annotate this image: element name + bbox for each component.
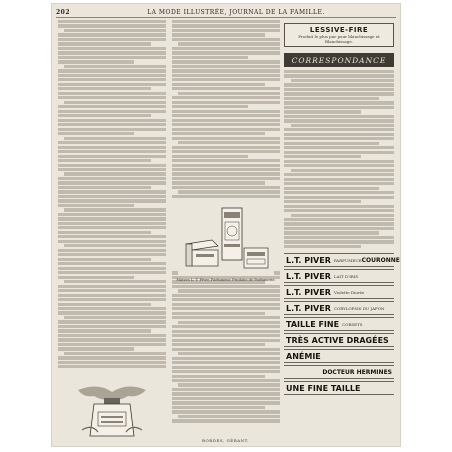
- text-line: [58, 128, 166, 131]
- text-line: [284, 155, 361, 158]
- ad-block-brand: L.T. PIVER: [286, 287, 331, 297]
- text-line: [64, 172, 166, 175]
- magazine-page: [52, 4, 400, 446]
- text-line: [58, 307, 166, 310]
- ad-block: [284, 253, 400, 267]
- text-line: [284, 128, 394, 131]
- text-line: [64, 29, 166, 32]
- text-line: [172, 69, 280, 72]
- text-line: [58, 177, 166, 180]
- text-line: [291, 169, 394, 172]
- text-line: [64, 137, 166, 140]
- ad-block-detail: PARFUMEUR: [333, 257, 362, 263]
- text-line: [178, 190, 280, 193]
- text-line: [172, 406, 265, 409]
- text-line: [58, 114, 151, 117]
- text-line: [58, 343, 166, 346]
- text-line: [172, 105, 248, 108]
- text-line: [172, 56, 248, 59]
- text-line: [58, 38, 166, 41]
- text-line: [58, 217, 166, 220]
- text-line: [58, 276, 134, 279]
- text-line: [58, 235, 166, 238]
- center-figure-caption: Maison L. T. Piver, Parfumeur, Produits de Parfumerie.: [176, 278, 276, 282]
- text-line: [58, 69, 166, 72]
- text-line: [172, 150, 280, 153]
- text-line: [64, 352, 166, 355]
- text-line: [284, 236, 394, 239]
- text-line: [284, 151, 394, 154]
- text-line: [284, 182, 394, 185]
- text-line: [172, 114, 280, 117]
- text-line: [58, 222, 166, 225]
- text-line: [58, 356, 166, 359]
- text-line: [58, 262, 166, 265]
- correspondance-banner: CORRESPONDANCE: [284, 53, 394, 67]
- text-line: [284, 97, 379, 100]
- text-line: [284, 106, 394, 109]
- text-line: [58, 141, 166, 144]
- text-line: [172, 298, 280, 301]
- text-line: [64, 280, 166, 283]
- text-line: [58, 105, 166, 108]
- text-line: [64, 65, 166, 68]
- text-line: [284, 119, 394, 122]
- text-line: [58, 298, 166, 301]
- text-line: [64, 244, 166, 247]
- ad-block-brand: L.T. PIVER: [286, 303, 331, 313]
- ad-block-brand: TRÈS ACTIVE DRAGÉES: [286, 335, 389, 345]
- text-line: [172, 343, 265, 346]
- text-line: [291, 214, 394, 217]
- ad-lessive: [284, 23, 394, 47]
- text-line: [172, 294, 280, 297]
- text-line: [178, 289, 280, 292]
- text-line: [172, 397, 280, 400]
- text-line: [172, 83, 265, 86]
- text-line: [172, 339, 280, 342]
- text-line: [172, 110, 280, 113]
- text-line: [64, 101, 166, 104]
- text-line: [58, 303, 151, 306]
- text-line: [58, 123, 166, 126]
- text-line: [284, 137, 394, 140]
- text-line: [58, 325, 166, 328]
- text-line: [172, 29, 280, 32]
- ad-block: [284, 349, 394, 363]
- text-line: [172, 172, 280, 175]
- text-line: [284, 133, 394, 136]
- text-line: [178, 352, 280, 355]
- ad-block: [284, 269, 394, 283]
- text-line: [172, 330, 280, 333]
- text-line: [284, 173, 394, 176]
- text-line: [58, 20, 166, 23]
- ad-block-brand: UNE FINE TAILLE: [286, 383, 361, 393]
- text-line: [58, 285, 166, 288]
- text-line: [172, 60, 280, 63]
- text-line: [172, 419, 280, 422]
- ad-block-detail: CORSETS: [342, 321, 363, 327]
- text-line: [58, 226, 166, 229]
- text-line: [284, 83, 394, 86]
- text-line: [172, 155, 248, 158]
- text-line: [172, 312, 265, 315]
- text-line: [284, 115, 394, 118]
- text-line: [284, 74, 394, 77]
- text-line: [172, 357, 280, 360]
- text-line: [172, 388, 280, 391]
- text-line: [58, 159, 151, 162]
- text-line: [58, 258, 151, 261]
- text-line: [178, 92, 280, 95]
- text-line: [172, 119, 280, 122]
- text-line: [172, 334, 280, 337]
- text-line: [58, 87, 151, 90]
- text-line: [284, 191, 394, 194]
- text-line: [172, 186, 280, 189]
- text-line: [172, 177, 280, 180]
- text-line: [58, 119, 166, 122]
- text-line: [172, 375, 265, 378]
- ad-block-right: COURONNE: [361, 256, 400, 264]
- ad-block-brand: L.T. PIVER: [286, 255, 331, 265]
- ad-block: [284, 285, 394, 299]
- text-line: [172, 146, 280, 149]
- page-header: [56, 7, 396, 18]
- text-line: [284, 218, 394, 221]
- text-line: [284, 110, 361, 113]
- text-line: [58, 231, 151, 234]
- text-line: [58, 110, 166, 113]
- text-line: [58, 347, 134, 350]
- text-line: [284, 187, 379, 190]
- ad-block: [284, 365, 394, 379]
- ad-block-detail: CORYLOPSIS DU JAPON: [333, 305, 385, 311]
- ad-block-brand: ANÉMIE: [286, 351, 321, 361]
- text-line: [58, 190, 166, 193]
- text-line: [291, 124, 394, 127]
- text-line: [178, 141, 280, 144]
- text-line: [172, 38, 280, 41]
- bottle-illustration: [58, 380, 166, 442]
- text-line: [58, 150, 166, 153]
- ad-block-brand: TAILLE FINE: [286, 319, 340, 329]
- text-line: [172, 168, 280, 171]
- text-line: [284, 231, 379, 234]
- text-line: [178, 42, 280, 45]
- text-line: [58, 361, 166, 364]
- text-line: [58, 74, 166, 77]
- text-line: [172, 181, 265, 184]
- text-line: [172, 370, 280, 373]
- text-line: [58, 47, 166, 50]
- text-line: [58, 42, 151, 45]
- text-line: [172, 96, 280, 99]
- text-line: [172, 132, 265, 135]
- text-line: [172, 285, 280, 288]
- text-line: [172, 128, 280, 131]
- text-line: [64, 316, 166, 319]
- text-line: [178, 383, 280, 386]
- text-line: [58, 132, 134, 135]
- ad-block-detail: LAIT D'IRIS: [333, 273, 359, 279]
- text-line: [172, 123, 280, 126]
- text-line: [58, 204, 134, 207]
- text-line: [172, 392, 280, 395]
- text-line: [284, 146, 394, 149]
- text-line: [58, 96, 166, 99]
- text-line: [284, 222, 394, 225]
- correspondance-text: [284, 70, 394, 249]
- text-line: [58, 271, 166, 274]
- text-line: [284, 70, 394, 73]
- text-line: [58, 294, 166, 297]
- text-line: [64, 208, 166, 211]
- text-line: [172, 307, 280, 310]
- text-line: [172, 303, 280, 306]
- text-line: [172, 410, 280, 413]
- text-line: [58, 168, 166, 171]
- text-line: [172, 195, 280, 198]
- text-line: [58, 329, 151, 332]
- text-line: [284, 209, 394, 212]
- text-line: [172, 164, 280, 167]
- text-line: [178, 321, 280, 324]
- text-line: [172, 65, 280, 68]
- text-line: [58, 249, 166, 252]
- ads-column: [284, 20, 400, 397]
- text-line: [172, 33, 265, 36]
- text-line: [58, 181, 166, 184]
- text-line: [284, 164, 394, 167]
- text-line: [284, 92, 394, 95]
- ad-block: [284, 333, 394, 347]
- perfume-illustration: [178, 204, 274, 276]
- ad-lessive-title: LESSIVE-FIRE: [309, 26, 369, 34]
- page-footer: BORDES, GÉRANT.: [202, 438, 249, 443]
- text-line: [284, 240, 394, 243]
- text-line: [172, 20, 280, 23]
- text-line: [58, 186, 151, 189]
- text-line: [284, 88, 394, 91]
- text-line: [58, 289, 166, 292]
- text-line: [58, 320, 166, 323]
- text-line: [172, 316, 280, 319]
- text-line: [172, 24, 280, 27]
- text-line: [172, 366, 280, 369]
- ad-block-brand: L.T. PIVER: [286, 271, 331, 281]
- text-line: [58, 146, 166, 149]
- text-line: [58, 334, 166, 337]
- text-line: [172, 101, 280, 104]
- journal-title: LA MODE ILLUSTRÉE, JOURNAL DE LA FAMILLE.: [147, 8, 325, 16]
- ad-block-right: DOCTEUR HERMINES: [322, 368, 392, 376]
- text-line: [284, 160, 394, 163]
- text-line: [172, 51, 280, 54]
- text-line: [58, 164, 166, 167]
- text-line: [284, 227, 394, 230]
- text-line: [58, 56, 166, 59]
- text-line: [291, 79, 394, 82]
- text-line: [284, 245, 361, 248]
- text-line: [58, 92, 166, 95]
- text-line: [58, 365, 166, 368]
- text-line: [172, 74, 280, 77]
- text-line: [58, 155, 166, 158]
- text-line: [58, 83, 166, 86]
- text-line: [58, 240, 166, 243]
- ad-block: [284, 301, 394, 315]
- text-line: [172, 325, 280, 328]
- text-line: [172, 159, 280, 162]
- text-line: [172, 361, 280, 364]
- text-line: [284, 178, 394, 181]
- text-line: [58, 338, 166, 341]
- ad-blocks: [284, 253, 400, 395]
- text-line: [58, 311, 166, 314]
- text-line: [178, 415, 280, 418]
- ad-block: [284, 317, 394, 331]
- text-line: [58, 33, 166, 36]
- text-line: [58, 51, 166, 54]
- text-line: [58, 60, 134, 63]
- text-line: [284, 196, 394, 199]
- text-line: [58, 253, 166, 256]
- text-line: [58, 24, 166, 27]
- text-line: [284, 200, 361, 203]
- text-line: [284, 205, 394, 208]
- page-number: 202: [56, 8, 71, 16]
- text-line: [284, 101, 394, 104]
- text-line: [58, 195, 166, 198]
- ad-block: [284, 381, 394, 395]
- text-line: [172, 137, 280, 140]
- ad-block-detail: Violette Diorée: [333, 289, 365, 295]
- text-line: [172, 78, 280, 81]
- text-line: [284, 142, 379, 145]
- text-line: [58, 78, 166, 81]
- text-line: [172, 87, 280, 90]
- text-line: [58, 267, 166, 270]
- text-line: [58, 213, 166, 216]
- text-line: [172, 401, 280, 404]
- ad-lessive-sub: Produit le plus pur pour blanchissage et Blanchissage.: [298, 34, 380, 44]
- text-line: [172, 348, 280, 351]
- text-column-1: [58, 20, 166, 370]
- text-line: [172, 47, 280, 50]
- text-line: [58, 199, 166, 202]
- text-line: [172, 379, 280, 382]
